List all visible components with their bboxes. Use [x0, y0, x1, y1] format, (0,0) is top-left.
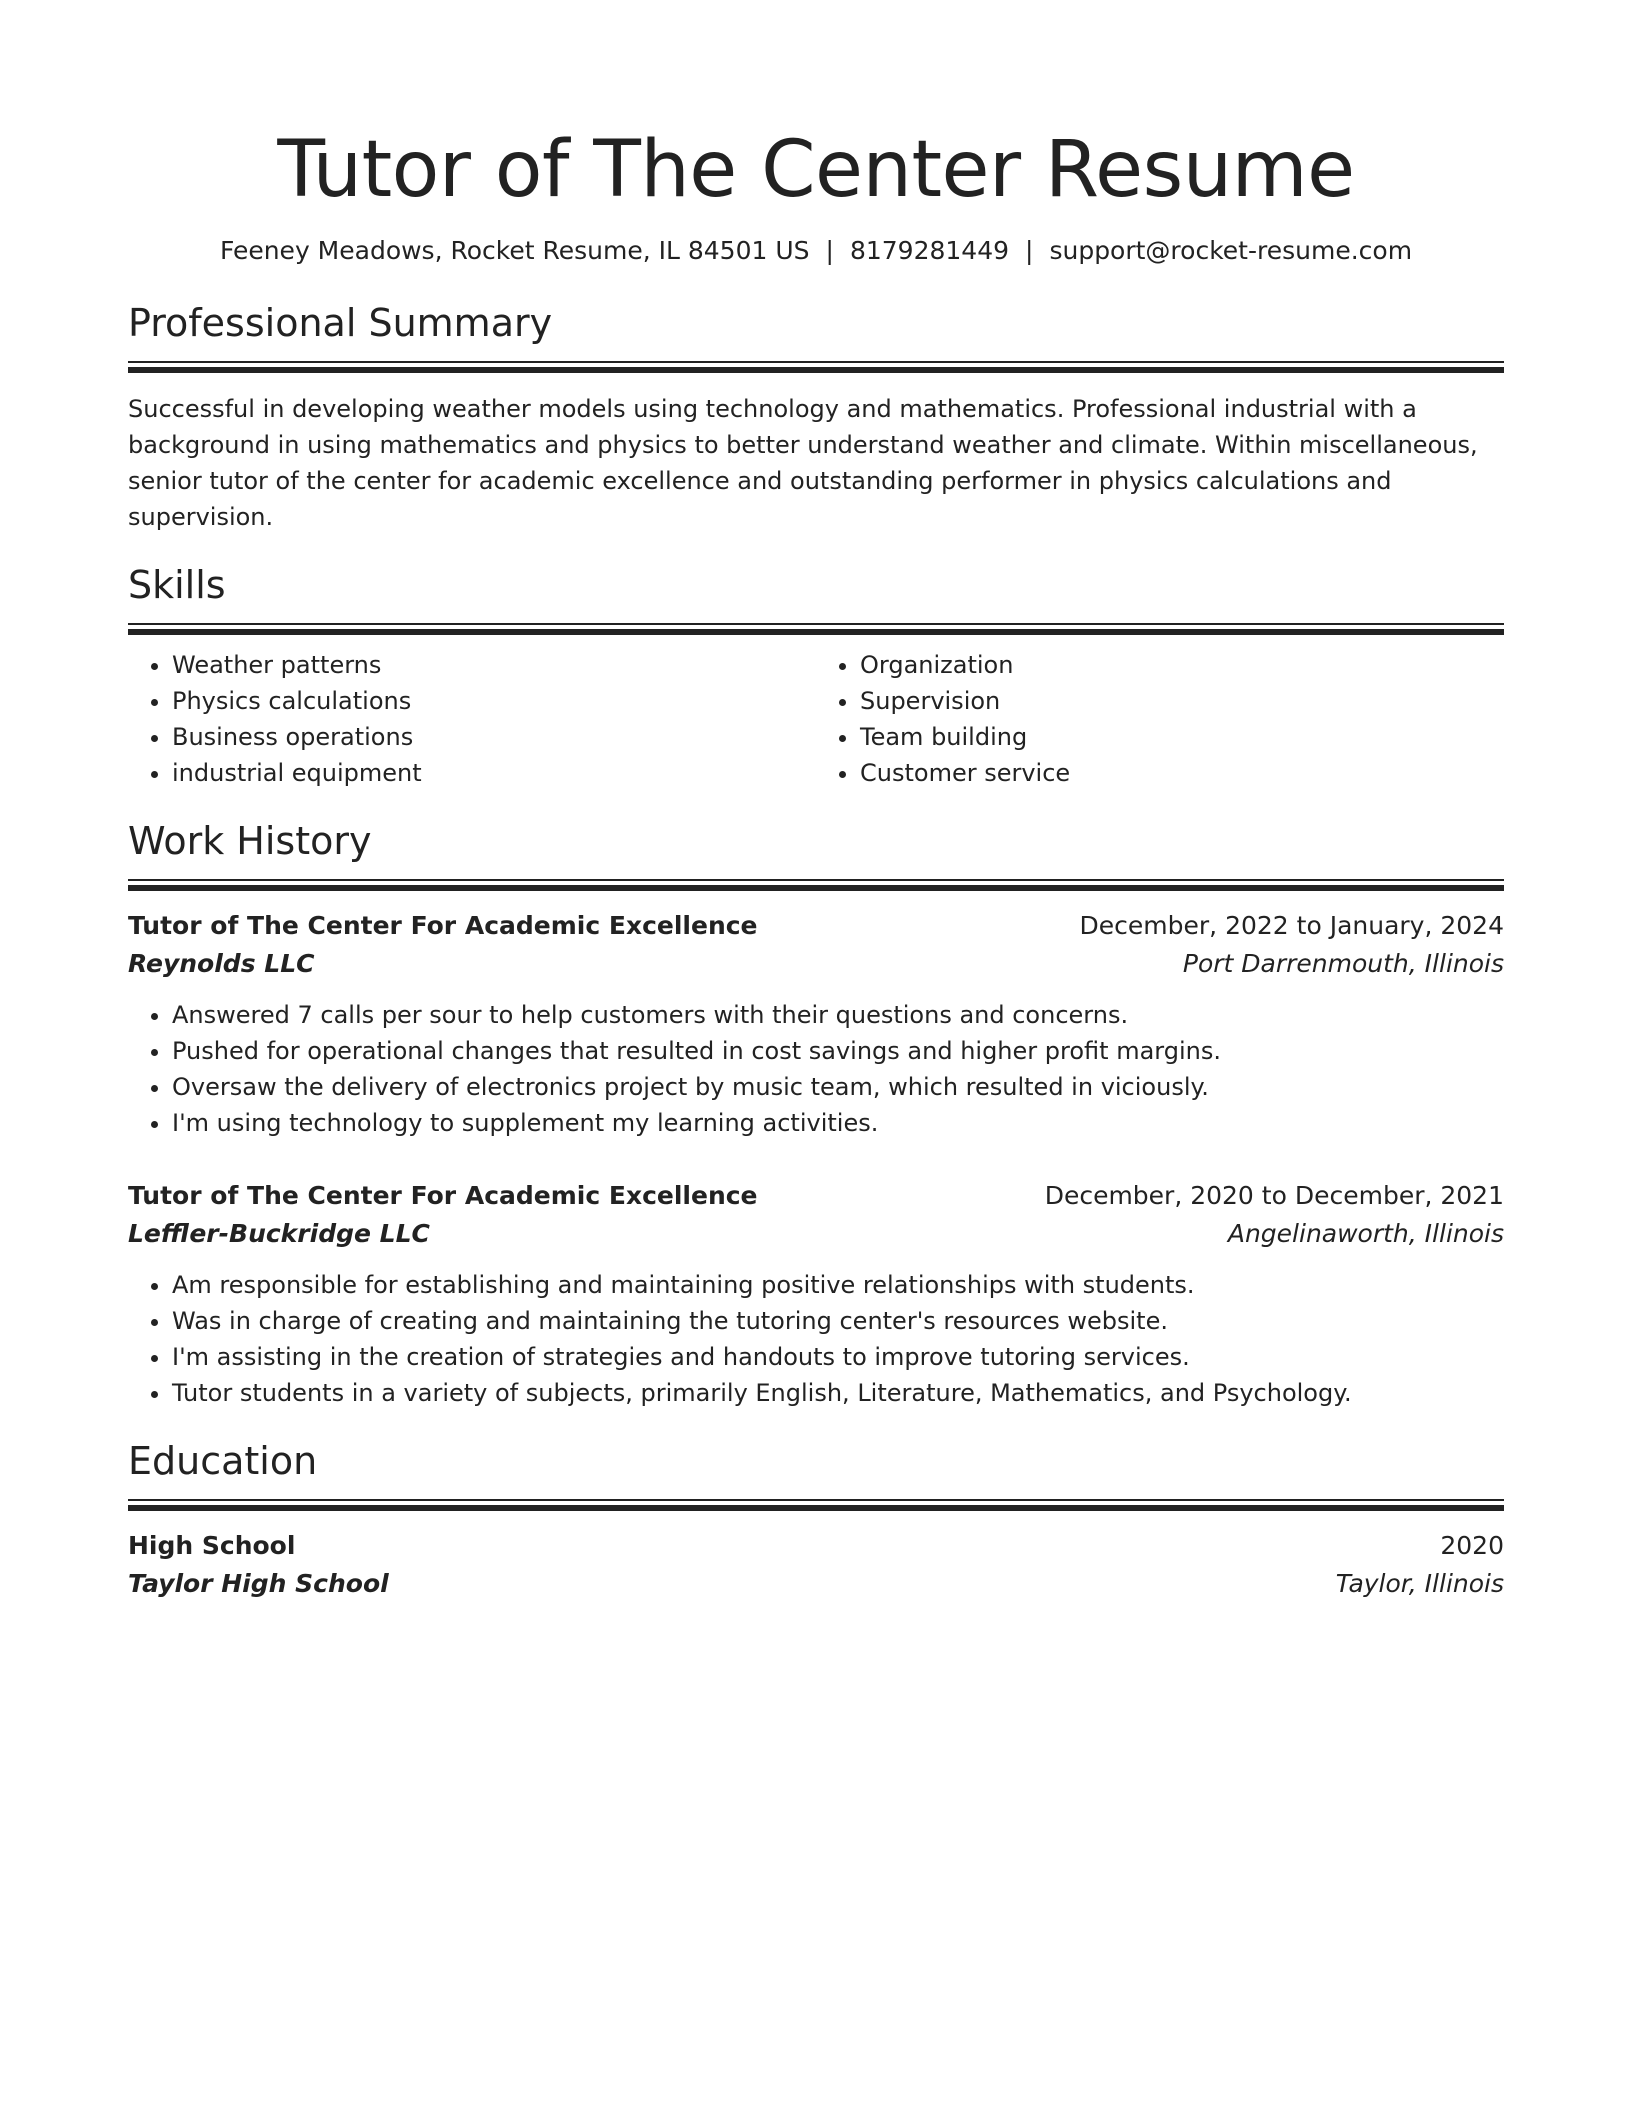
job-bullet: • Answered 7 calls per sour to help customers with their questions and concerns. — [172, 997, 1504, 1033]
skills-columns — [128, 647, 1504, 791]
work-history-section — [128, 817, 1504, 1411]
education-degree: High School — [128, 1531, 296, 1560]
contact-separator: | — [1025, 236, 1034, 265]
job-title: Tutor of The Center For Academic Excellence — [128, 1181, 758, 1210]
job-bullets — [128, 997, 1504, 1141]
education-entry — [128, 1527, 1504, 1603]
summary-section — [128, 299, 1504, 535]
job-employer: Reynolds LLC — [128, 949, 315, 978]
section-divider — [128, 879, 1504, 891]
skills-list-left — [128, 647, 816, 791]
job-employer-row — [128, 1215, 1504, 1253]
job-bullet: • I'm assisting in the creation of strategies and handouts to improve tutoring services. — [172, 1339, 1504, 1375]
job-bullets — [128, 1267, 1504, 1411]
job-location: Port Darrenmouth, Illinois — [1182, 949, 1504, 978]
job-bullet: • Am responsible for establishing and maintaining positive relationships with students. — [172, 1267, 1504, 1303]
education-location: Taylor, Illinois — [1335, 1569, 1504, 1598]
section-heading-skills: Skills — [128, 563, 226, 607]
job-location: Angelinaworth, Illinois — [1227, 1219, 1504, 1248]
education-school: Taylor High School — [128, 1569, 389, 1598]
skill-item: • industrial equipment — [172, 755, 816, 791]
job-entry — [128, 1177, 1504, 1411]
skill-item: • Weather patterns — [172, 647, 816, 683]
education-header-row — [128, 1527, 1504, 1565]
job-header-row — [128, 1177, 1504, 1215]
job-bullet: • Was in charge of creating and maintaining the tutoring center's resources website. — [172, 1303, 1504, 1339]
job-bullet: • Oversaw the delivery of electronics project by music team, which resulted in viciously. — [172, 1069, 1504, 1105]
summary-text: Successful in developing weather models using technology and mathematics. Professional industrial with a background in using mathematics and physics to better understand weather and climate. Within miscellaneous, senior tutor of the center for academic excellence and outstanding performer in physics calculations and supervision. — [128, 395, 1478, 531]
section-heading-education: Education — [128, 1439, 318, 1483]
resume-title: Tutor of The Center Resume — [277, 125, 1355, 215]
education-section — [128, 1437, 1504, 1603]
skill-item: • Organization — [860, 647, 1504, 683]
skill-item: • Supervision — [860, 683, 1504, 719]
job-bullet: • Tutor students in a variety of subjects, primarily English, Literature, Mathematics, and Psychology. — [172, 1375, 1504, 1411]
job-dates: December, 2022 to January, 2024 — [1079, 911, 1504, 940]
job-bullet: • Pushed for operational changes that resulted in cost savings and higher profit margins. — [172, 1033, 1504, 1069]
contact-separator: | — [825, 236, 834, 265]
job-entry — [128, 907, 1504, 1141]
section-divider — [128, 1499, 1504, 1511]
skill-item: • Physics calculations — [172, 683, 816, 719]
contact-address: Feeney Meadows, Rocket Resume, IL 84501 US — [219, 236, 810, 265]
skill-item: • Customer service — [860, 755, 1504, 791]
job-employer: Leffler-Buckridge LLC — [128, 1219, 430, 1248]
skills-list-right — [816, 647, 1504, 791]
section-divider — [128, 361, 1504, 373]
section-divider — [128, 623, 1504, 635]
education-year: 2020 — [1440, 1531, 1504, 1560]
contact-phone: 8179281449 — [849, 236, 1010, 265]
job-dates: December, 2020 to December, 2021 — [1044, 1181, 1504, 1210]
job-employer-row — [128, 945, 1504, 983]
section-heading-summary: Professional Summary — [128, 301, 553, 345]
contact-email: support@rocket-resume.com — [1049, 236, 1413, 265]
skills-section — [128, 561, 1504, 791]
education-school-row — [128, 1565, 1504, 1603]
job-header-row — [128, 907, 1504, 945]
contact-line — [128, 234, 1504, 268]
job-title: Tutor of The Center For Academic Excellence — [128, 911, 758, 940]
section-heading-work-history: Work History — [128, 819, 372, 863]
skill-item: • Business operations — [172, 719, 816, 755]
skill-item: • Team building — [860, 719, 1504, 755]
resume-page — [128, 0, 1504, 1603]
job-bullet: • I'm using technology to supplement my learning activities. — [172, 1105, 1504, 1141]
